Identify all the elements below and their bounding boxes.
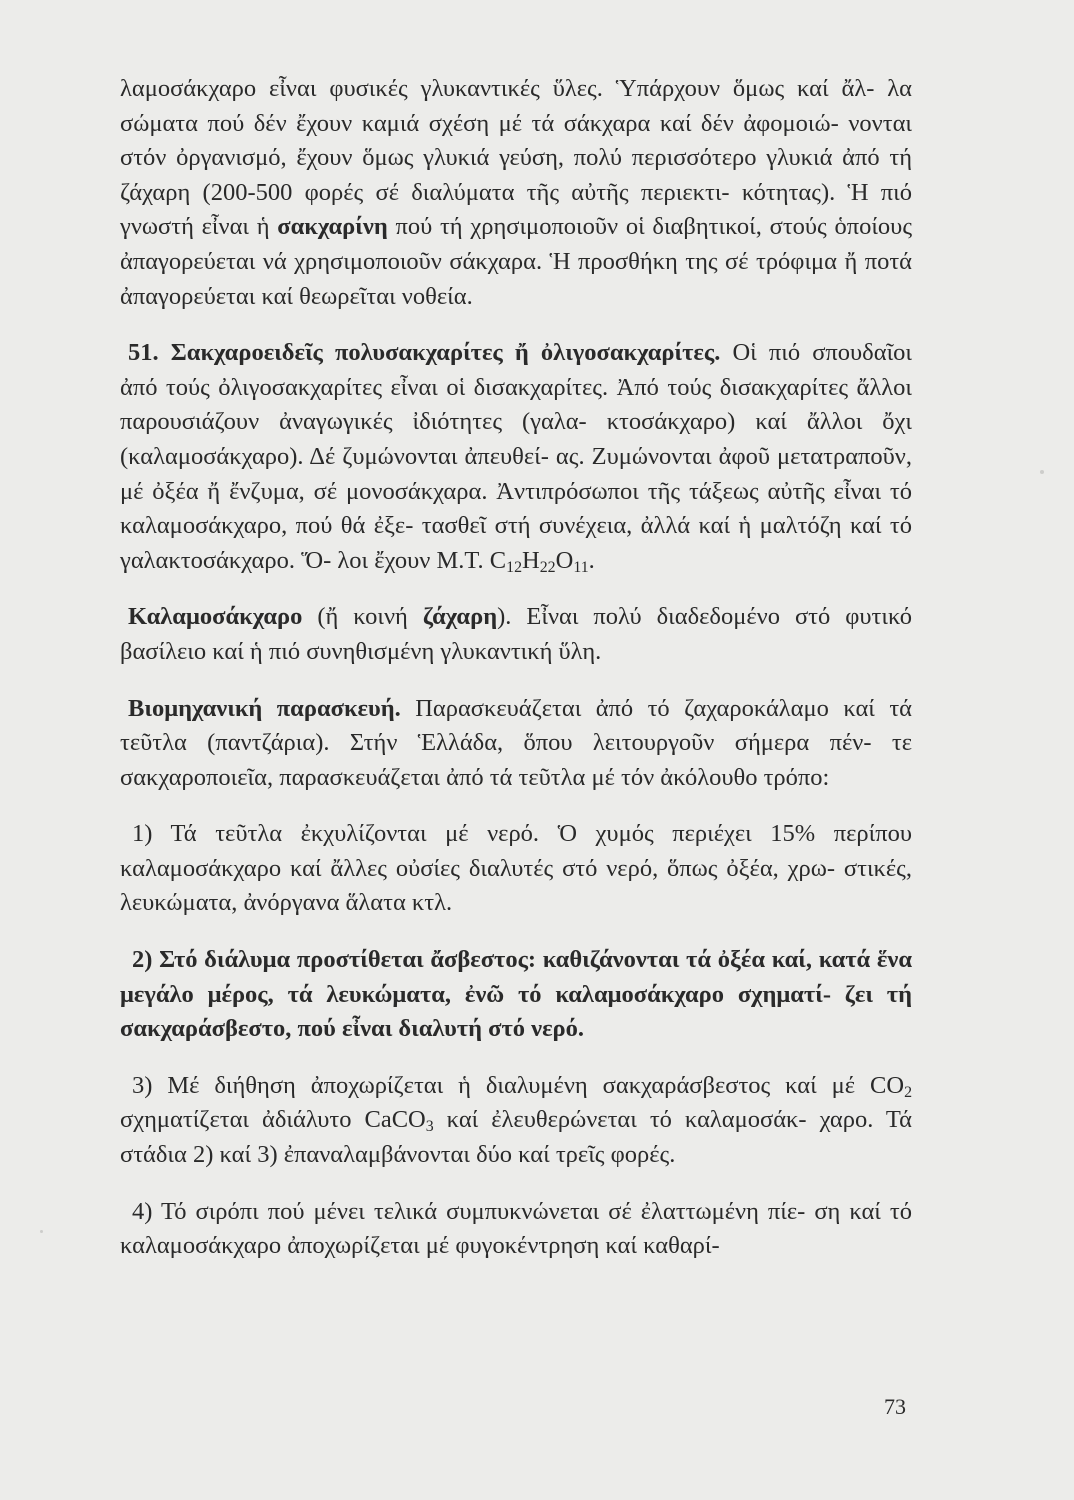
text-line: λα σώματα πού δέν ἔχουν καμιά σχέση μέ τά σάκχαρα καί δέν ἀφομοιώ- xyxy=(120,75,912,137)
section-51 xyxy=(120,336,912,578)
term-sugar: ζάχαρη xyxy=(422,603,498,631)
text-line: (ἤ κοινή xyxy=(302,603,423,631)
subscript: 3 xyxy=(425,1118,434,1136)
text-line: τρόπο: xyxy=(763,763,830,791)
step-1 xyxy=(120,817,912,921)
text-line: πιό σπουδαῖοι ἀπό τούς ὀλιγοσακχαρίτες εἶναι οἱ δισακχαρίτες. Ἀπό xyxy=(120,339,912,401)
text-line: στικές, λευκώματα, ἀνόργανα ἅλατα κτλ. xyxy=(120,854,912,917)
text-line: O xyxy=(555,546,574,574)
text-line: Παρασκευάζεται ἀπό τό ζαχαροκάλαμο xyxy=(400,694,829,722)
section-number: 51. xyxy=(128,339,171,367)
text-line: τε σακχαροποιεῖα, παρασκευάζεται ἀπό τά τεῦτλα μέ τόν ἀκόλουθο xyxy=(120,729,912,791)
section-title: Σακχαροειδεῖς πολυσακχαρίτες ἤ ὀλιγοσακχαρίτες. xyxy=(170,339,721,367)
text-line: ση καί τό καλαμοσάκχαρο ἀποχωρίζεται μέ φυγοκέντρηση καί καθαρί- xyxy=(120,1197,912,1260)
text-line: πού τή χρησιμοποιοῦν οἱ xyxy=(387,213,645,241)
page-number: 73 xyxy=(884,1394,906,1419)
text-line: CO xyxy=(870,1071,905,1099)
text-line: λαμοσάκχαρο εἶναι φυσικές γλυκαντικές ὕλες. Ὑπάρχουν ὅμως καί ἄλ- xyxy=(120,75,875,102)
text-line: Οἱ xyxy=(720,339,757,367)
subscript: 22 xyxy=(539,558,556,576)
term-saccharate: σακχαράσβεστο xyxy=(120,1015,286,1043)
text-line: λοι ἔχουν Μ.Τ. C xyxy=(337,546,507,574)
term-sucrose: Καλαμοσάκχαρο xyxy=(128,603,303,631)
text-line: ζει τή xyxy=(844,980,912,1008)
text-line: καί ἐλευθερώνεται τό καλαμοσάκ- xyxy=(433,1106,807,1134)
text-line: τασθεῖ στή συνέχεια, ἀλλά καί ἡ μαλτόζη καί τό γαλακτοσάκχαρο. Ὅ- xyxy=(120,512,912,574)
text-line: διαβητικοί, στούς ὁποίους ἀπαγορεύεται νά χρησιμοποιοῦν σάκχαρα. xyxy=(120,213,913,275)
scan-speck xyxy=(1040,470,1044,474)
scan-speck xyxy=(40,1230,43,1233)
text-line: καί τά τεῦτλα (παντζάρια). Στήν Ἑλλάδα, ὅπου λειτουργοῦν σήμερα πέν- xyxy=(120,694,912,757)
paragraph-industrial xyxy=(120,692,912,796)
text-line: νοθεία. xyxy=(401,282,473,310)
step-4 xyxy=(120,1195,912,1264)
text-line: νονται στόν ὀργανισμό, ἔχουν ὅμως γλυκιά γεύση, πολύ περισσότερο xyxy=(120,109,912,172)
text-line: Ἀντιπρόσωποι τῆς τάξεως αὐτῆς εἶναι τό καλαμοσάκχαρο, πού θά ἐξε- xyxy=(120,477,912,540)
text-line: κατά ἕνα μεγάλο μέρος, τά λευκώματα, ἐνῶ τό καλαμοσάκχαρο σχηματί- xyxy=(120,946,912,1008)
text-line: 3) Μέ διήθηση ἀποχωρίζεται ἡ διαλυμένη σακχαράσβεστος καί μέ xyxy=(132,1071,856,1099)
paragraph-sucrose xyxy=(120,600,912,669)
term-saccharin: σακχαρίνη xyxy=(277,213,388,241)
subscript: 2 xyxy=(904,1083,913,1101)
subscript: 12 xyxy=(506,558,523,576)
text-line: γλυκιά ἀπό τή ζάχαρη (200-500 φορές σέ διαλύματα τῆς αὐτῆς περιεκτι- xyxy=(120,144,913,206)
text-line: . xyxy=(588,546,595,574)
text-line: σχηματίζεται ἀδιάλυτο CaCO xyxy=(120,1106,426,1134)
text-line: χαρο. Τά στάδια 2) καί 3) ἐπαναλαμβάνονται δύο καί τρεῖς φορές. xyxy=(120,1106,913,1169)
step-2 xyxy=(120,943,912,1047)
subscript: 11 xyxy=(573,558,589,576)
text-line: ας. Ζυμώνονται ἀφοῦ μετατραποῦν, μέ ὀξέα ἤ ἔνζυμα, σέ μονοσάκχαρα. xyxy=(120,442,912,505)
text-line: τούς δισακχαρίτες ἄλλοι παρουσιάζουν ἀναγωγικές ἰδιότητες (γαλα- xyxy=(120,373,912,436)
term-industrial-preparation: Βιομηχανική παρασκευή. xyxy=(128,694,401,722)
text-line: κότητας). Ἡ πιό γνωστή εἶναι ἡ xyxy=(120,178,913,241)
text-line: Ἡ προσθήκη της σέ τρόφιμα ἤ ποτά ἀπαγορεύεται καί θεωρεῖται xyxy=(120,247,913,310)
text-line: 4) Τό σιρόπι πού μένει τελικά συμπυκνώνεται σέ ἐλαττωμένη πίε- xyxy=(132,1197,806,1225)
text-line: H xyxy=(522,546,540,574)
page-body-text xyxy=(120,72,912,1264)
step-3 xyxy=(120,1069,912,1173)
text-line: φυτικό βασίλειο καί ἡ πιό συνηθισμένη γλυκαντική ὕλη. xyxy=(120,603,913,665)
text-line: 1) Τά τεῦτλα ἐκχυλίζονται μέ νερό. Ὁ χυμός περιέχει 15% περίπου xyxy=(132,820,912,848)
paragraph-sweeteners xyxy=(120,72,912,314)
text-line: 2) Στό διάλυμα προστίθεται ἄσβεστος: καθιζάνονται τά ὀξέα καί, xyxy=(132,946,812,974)
text-line: ). Εἶναι πολύ διαδεδομένο στό xyxy=(497,603,831,631)
text-line: κτοσάκχαρο) καί ἄλλοι ὄχι (καλαμοσάκχαρο). Δέ ζυμώνονται ἀπευθεί- xyxy=(120,408,912,470)
text-line: , πού εἶναι διαλυτή στό νερό. xyxy=(285,1015,585,1043)
text-line: καλαμοσάκχαρο καί ἄλλες οὐσίες διαλυτές στό νερό, ὅπως ὀξέα, χρω- xyxy=(120,854,836,882)
